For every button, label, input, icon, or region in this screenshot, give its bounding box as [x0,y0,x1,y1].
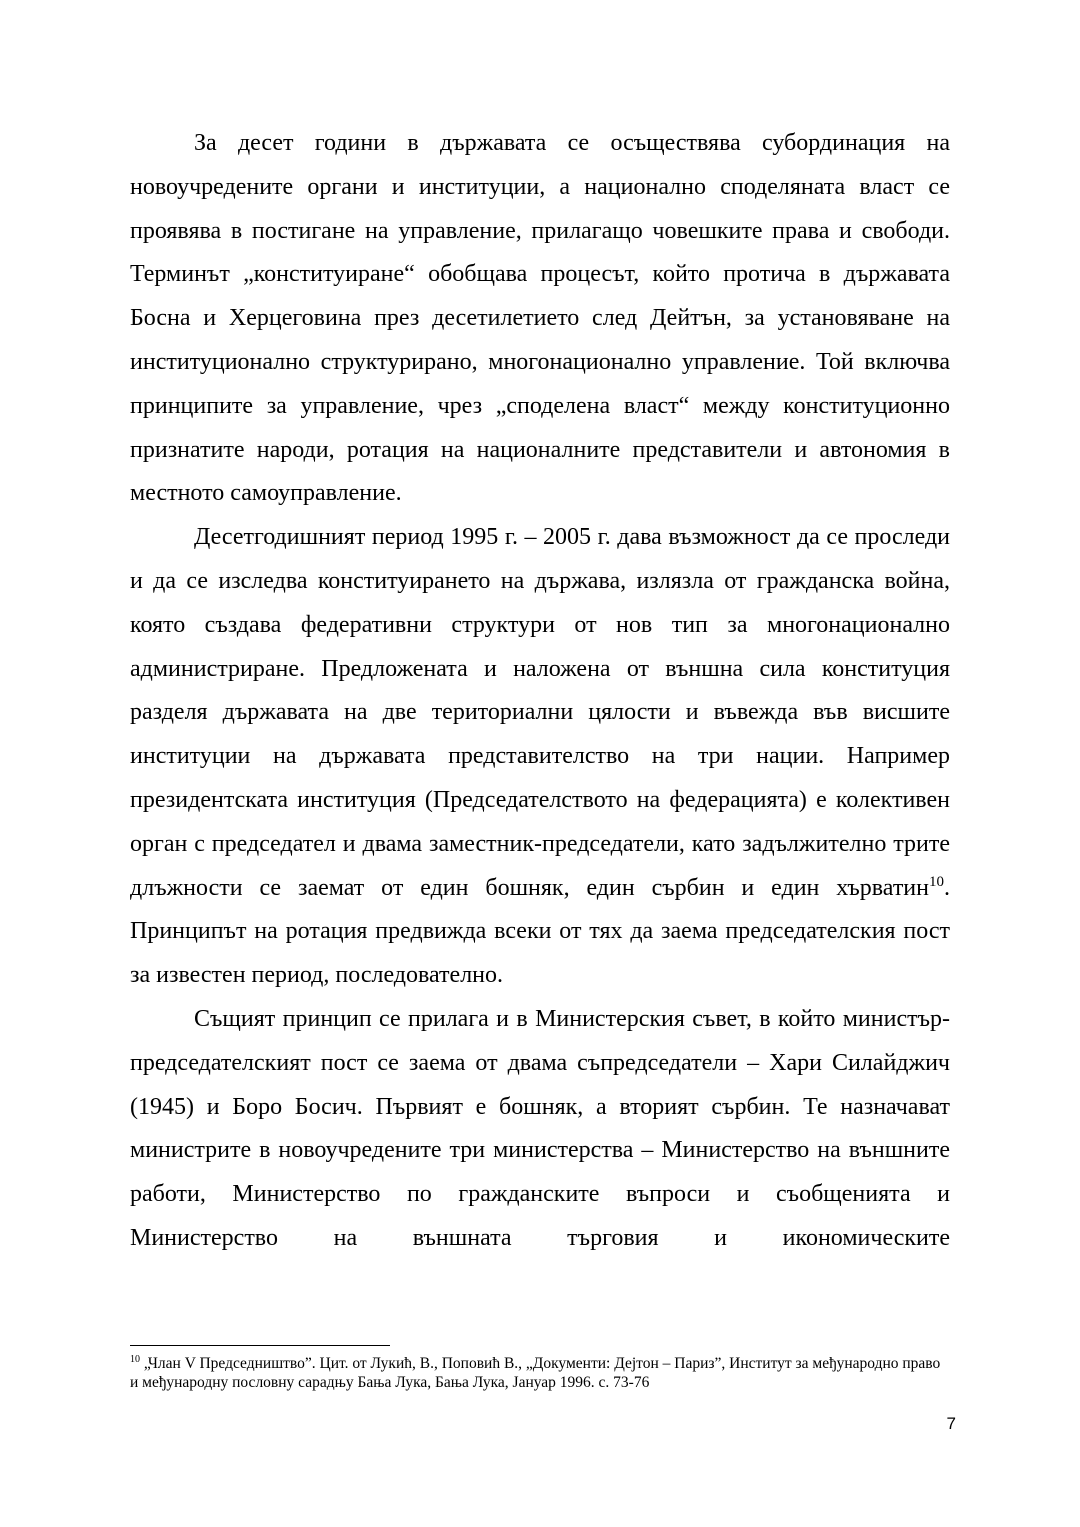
paragraph-1: За десет години в държавата се осъществява субординация на новоучредените органи и институции, а национално споделяната власт се проявява в постигане на управление, прилагащо човешките права и свободи. Терминът „конституиране“ обобщава процесът, който протича в държавата Босна и Херцеговина през десетилетието след Дейтън, за установяване на институционално структурирано, многонационално управление. Той включва принципите за управление, чрез „споделена власт“ между конституционно признатите народи, ротация на националните представители и автономия в местното самоуправление. [130,130,950,507]
footnote-text: „Члан V Председништво”. Цит. от Лукић, В., Поповић В., „Документи: Дејтон – Париз”, Институт за међународно право и међународну пословну сарадњу Бања Лука, Бања Лука, Јануар 1996. с. 73-76 [130,1355,941,1391]
page-number: 7 [946,1414,956,1433]
footnote [130,1354,950,1392]
body-text [130,122,950,1261]
footnote-separator [130,1345,390,1346]
paragraph-3: Същият принцип се прилага и в Министерския съвет, в който министър-председателският пост се заема от двама съпредседатели – Хари Силайджич (1945) и Боро Босич. Първият е бошняк, а вторият сърбин. Те назначават министрите в новоучредените три министерства – Министерство на външните работи, Министерство по гражданските въпроси и съобщенията и Министерство на външната търговия и икономическите [130,1005,950,1251]
paragraph-2 [130,516,950,998]
paragraph-2-text-cont: . Принципът на ротация предвижда всеки от тях да заема председателския пост за известен период, последователно. [130,874,950,989]
footnote-reference[interactable]: 10 [929,873,944,890]
footnote-number: 10 [130,1353,140,1365]
paragraph-2-text: Десетгодишният период 1995 г. – 2005 г. дава възможност да се проследи и да се изследва конституирането на държава, излязла от гражданска война, която създава федеративни структури от нов тип за многонационално администриране. Предложената и наложена от външна сила конституция разделя държавата на две териториални цялости и въвежда във висшите институции на държавата представителство на три нации. Например президентската институция (Председателството на федерацията) е колективен орган с председател и двама заместник-председатели, като задължително трите длъжности се заемат от един бошняк, един сърбин и един хърватин [130,524,950,901]
